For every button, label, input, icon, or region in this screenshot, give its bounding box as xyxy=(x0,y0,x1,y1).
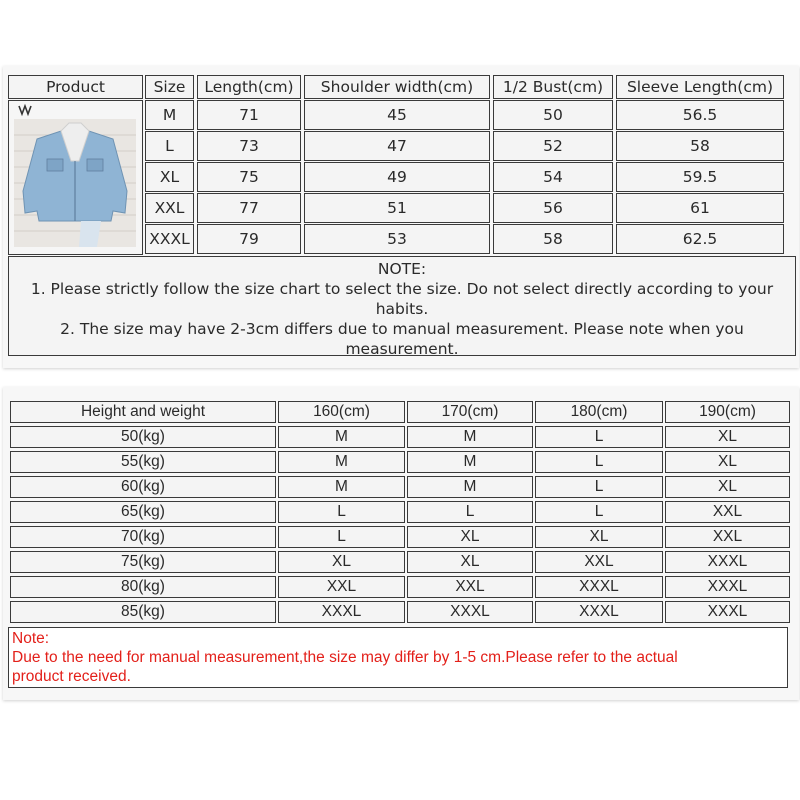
recommended-size-cell: L xyxy=(535,451,663,473)
measurement-cell: 73 xyxy=(197,131,301,161)
size-cell: XXL xyxy=(145,193,194,223)
measurement-cell: 45 xyxy=(304,100,490,130)
recommended-size-cell: XXXL xyxy=(665,551,790,573)
measurement-cell: 62.5 xyxy=(616,224,784,254)
recommended-size-cell: XXL xyxy=(278,576,405,598)
weight-cell: 50(kg) xyxy=(10,426,276,448)
recommended-size-cell: L xyxy=(407,501,533,523)
measurement-note xyxy=(8,627,788,688)
recommended-size-cell: XL xyxy=(665,476,790,498)
measurement-cell: 75 xyxy=(197,162,301,192)
header-cell: Shoulder width(cm) xyxy=(304,75,490,99)
note-line: 1. Please strictly follow the size chart to select the size. Do not select directly according to your xyxy=(30,280,774,298)
size-cell: XL xyxy=(145,162,194,192)
recommended-size-cell: XXL xyxy=(407,576,533,598)
note-line: product received. xyxy=(12,668,131,685)
header-cell: 160(cm) xyxy=(278,401,405,423)
recommended-size-cell: L xyxy=(278,526,405,548)
recommended-size-cell: M xyxy=(278,476,405,498)
header-cell: Size xyxy=(145,75,194,99)
header-cell: Sleeve Length(cm) xyxy=(616,75,784,99)
product-photo xyxy=(8,100,143,255)
size-cell: M xyxy=(145,100,194,130)
note-line: habits. xyxy=(375,300,429,318)
header-cell: Product xyxy=(8,75,143,99)
size-cell: XXXL xyxy=(145,224,194,254)
recommended-size-cell: M xyxy=(407,451,533,473)
measurement-cell: 79 xyxy=(197,224,301,254)
recommended-size-cell: XXXL xyxy=(665,601,790,623)
header-cell: 180(cm) xyxy=(535,401,663,423)
recommended-size-cell: L xyxy=(535,426,663,448)
note-line: Due to the need for manual measurement,the size may differ by 1-5 cm.Please refer to the actual xyxy=(12,649,678,666)
measurement-cell: 61 xyxy=(616,193,784,223)
measurement-cell: 49 xyxy=(304,162,490,192)
denim-jacket-icon xyxy=(9,101,142,254)
measurement-cell: 52 xyxy=(493,131,613,161)
header-cell: 170(cm) xyxy=(407,401,533,423)
recommended-size-cell: XXL xyxy=(535,551,663,573)
weight-cell: 55(kg) xyxy=(10,451,276,473)
weight-cell: 60(kg) xyxy=(10,476,276,498)
recommended-size-cell: XL xyxy=(278,551,405,573)
recommended-size-cell: XL xyxy=(407,551,533,573)
measurement-cell: 71 xyxy=(197,100,301,130)
weight-cell: 85(kg) xyxy=(10,601,276,623)
header-cell: 1/2 Bust(cm) xyxy=(493,75,613,99)
recommended-size-cell: XXXL xyxy=(278,601,405,623)
weight-cell: 80(kg) xyxy=(10,576,276,598)
size-chart-note xyxy=(8,256,796,356)
recommended-size-cell: XL xyxy=(407,526,533,548)
weight-cell: 70(kg) xyxy=(10,526,276,548)
recommended-size-cell: L xyxy=(535,476,663,498)
measurement-cell: 53 xyxy=(304,224,490,254)
size-cell: L xyxy=(145,131,194,161)
measurement-cell: 54 xyxy=(493,162,613,192)
note-line: 2. The size may have 2-3cm differs due to manual measurement. Please note when you xyxy=(60,320,744,338)
recommended-size-cell: XXXL xyxy=(665,576,790,598)
note-line: measurement. xyxy=(345,340,459,358)
measurement-cell: 50 xyxy=(493,100,613,130)
measurement-cell: 58 xyxy=(493,224,613,254)
weight-cell: 65(kg) xyxy=(10,501,276,523)
measurement-cell: 59.5 xyxy=(616,162,784,192)
recommended-size-cell: XXXL xyxy=(535,601,663,623)
measurement-cell: 58 xyxy=(616,131,784,161)
recommended-size-cell: XXXL xyxy=(535,576,663,598)
header-cell: 190(cm) xyxy=(665,401,790,423)
header-cell: Length(cm) xyxy=(197,75,301,99)
recommended-size-cell: M xyxy=(407,476,533,498)
measurement-cell: 77 xyxy=(197,193,301,223)
weight-cell: 75(kg) xyxy=(10,551,276,573)
recommended-size-cell: M xyxy=(278,451,405,473)
measurement-cell: 56 xyxy=(493,193,613,223)
note-title: NOTE: xyxy=(377,260,427,278)
recommended-size-cell: M xyxy=(278,426,405,448)
recommended-size-cell: XL xyxy=(665,426,790,448)
recommended-size-cell: XL xyxy=(665,451,790,473)
recommended-size-cell: XXL xyxy=(665,501,790,523)
measurement-cell: 51 xyxy=(304,193,490,223)
note-title: Note: xyxy=(12,630,50,647)
recommended-size-cell: XL xyxy=(535,526,663,548)
recommended-size-cell: M xyxy=(407,426,533,448)
header-cell: Height and weight xyxy=(10,401,276,423)
recommended-size-cell: L xyxy=(278,501,405,523)
measurement-cell: 47 xyxy=(304,131,490,161)
recommended-size-cell: XXL xyxy=(665,526,790,548)
measurement-cell: 56.5 xyxy=(616,100,784,130)
recommended-size-cell: L xyxy=(535,501,663,523)
recommended-size-cell: XXXL xyxy=(407,601,533,623)
